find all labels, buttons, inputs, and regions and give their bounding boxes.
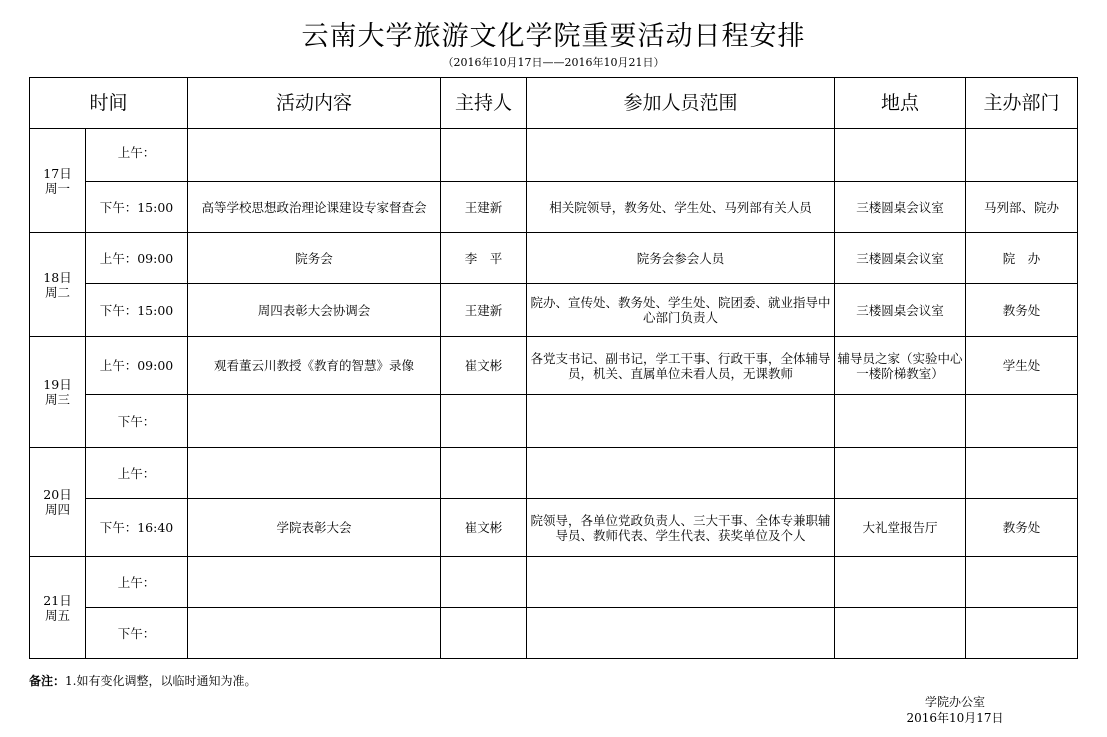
- participants-cell: 相关院领导，教务处、学生处、马列部有关人员: [527, 182, 835, 233]
- host-cell: 崔文彬: [441, 499, 527, 557]
- day-cell: [30, 557, 86, 659]
- time-cell: 上午：: [86, 129, 188, 182]
- participants-cell: 各党支书记、副书记，学工干事、行政干事，全体辅导员，机关、直属单位未看人员，无课教师: [527, 337, 835, 395]
- location-cell: [835, 129, 966, 182]
- table-row: [30, 233, 1078, 284]
- host-cell: 王建新: [441, 284, 527, 337]
- time-cell: 上午：09:00: [86, 337, 188, 395]
- organizer-cell: 学生处: [966, 337, 1078, 395]
- location-cell: 三楼圆桌会议室: [835, 284, 966, 337]
- content-cell: 学院表彰大会: [188, 499, 441, 557]
- participants-cell: 院办、宣传处、教务处、学生处、院团委、就业指导中心部门负责人: [527, 284, 835, 337]
- table-row: [30, 448, 1078, 499]
- remarks-text: 1.如有变化调整，以临时通知为准。: [65, 674, 257, 688]
- organizer-cell: [966, 448, 1078, 499]
- host-cell: 王建新: [441, 182, 527, 233]
- organizer-cell: [966, 608, 1078, 659]
- day-date: 18日: [43, 269, 72, 285]
- day-date: 19日: [43, 377, 72, 392]
- content-cell: 周四表彰大会协调会: [188, 284, 441, 337]
- content-cell: [188, 448, 441, 499]
- signature-date: 2016年10月17日: [906, 711, 1004, 725]
- location-cell: [835, 557, 966, 608]
- content-cell: [188, 557, 441, 608]
- day-weekday: 周五: [44, 607, 70, 623]
- time-cell: 上午：: [86, 448, 188, 499]
- day-weekday: 周二: [44, 284, 70, 300]
- time-cell: 下午：15:00: [86, 182, 188, 233]
- header-row: [30, 78, 1078, 129]
- time-cell: 下午：: [86, 608, 188, 659]
- participants-cell: [527, 557, 835, 608]
- participants-cell: [527, 129, 835, 182]
- time-cell: 上午：09:00: [86, 233, 188, 284]
- participants-cell: 院领导，各单位党政负责人、三大干事、全体专兼职辅导员、教师代表、学生代表、获奖单位及个人: [527, 499, 835, 557]
- page-title: 云南大学旅游文化学院重要活动日程安排: [301, 21, 806, 52]
- participants-cell: [527, 608, 835, 659]
- signature-block: [880, 694, 1030, 726]
- day-weekday: 周一: [44, 180, 70, 196]
- organizer-cell: 马列部、院办: [966, 182, 1078, 233]
- header-participants: 参加人员范围: [527, 78, 835, 129]
- day-weekday: 周四: [44, 502, 70, 517]
- content-cell: 院务会: [188, 233, 441, 284]
- participants-cell: [527, 395, 835, 448]
- day-cell: [30, 233, 86, 337]
- content-cell: 高等学校思想政治理论课建设专家督查会: [188, 182, 441, 233]
- table-row: [30, 182, 1078, 233]
- host-cell: 崔文彬: [441, 337, 527, 395]
- organizer-cell: [966, 395, 1078, 448]
- table-row: [30, 557, 1078, 608]
- location-cell: [835, 395, 966, 448]
- day-date: 17日: [43, 165, 72, 181]
- table-row: [30, 499, 1078, 557]
- header-time: 时间: [30, 78, 188, 129]
- table-row: [30, 129, 1078, 182]
- content-cell: [188, 395, 441, 448]
- organizer-cell: [966, 557, 1078, 608]
- time-cell: 下午：: [86, 395, 188, 448]
- host-cell: [441, 129, 527, 182]
- header-location: 地点: [835, 78, 966, 129]
- date-range: （2016年10月17日——2016年10月21日）: [442, 56, 665, 69]
- table-row: [30, 284, 1078, 337]
- host-cell: [441, 557, 527, 608]
- remarks-label: 备注：: [29, 674, 66, 688]
- day-weekday: 周三: [44, 392, 70, 407]
- time-cell: 下午：15:00: [86, 284, 188, 337]
- day-date: 21日: [43, 592, 72, 608]
- header-content: 活动内容: [188, 78, 441, 129]
- participants-cell: 院务会参会人员: [527, 233, 835, 284]
- location-cell: [835, 448, 966, 499]
- host-cell: 李 平: [441, 233, 527, 284]
- organizer-cell: 教务处: [966, 499, 1078, 557]
- day-date: 20日: [43, 487, 72, 502]
- participants-cell: [527, 448, 835, 499]
- organizer-cell: [966, 129, 1078, 182]
- day-cell: [30, 337, 86, 448]
- header-host: 主持人: [441, 78, 527, 129]
- day-cell: [30, 448, 86, 557]
- content-cell: [188, 129, 441, 182]
- organizer-cell: 教务处: [966, 284, 1078, 337]
- time-cell: 下午：16:40: [86, 499, 188, 557]
- content-cell: 观看董云川教授《教育的智慧》录像: [188, 337, 441, 395]
- location-cell: 三楼圆桌会议室: [835, 233, 966, 284]
- signature-office: 学院办公室: [924, 695, 985, 709]
- host-cell: [441, 395, 527, 448]
- location-cell: [835, 608, 966, 659]
- location-cell: 大礼堂报告厅: [835, 499, 966, 557]
- table-row: [30, 395, 1078, 448]
- content-cell: [188, 608, 441, 659]
- schedule-table: [29, 77, 1078, 659]
- host-cell: [441, 608, 527, 659]
- table-row: [30, 337, 1078, 395]
- table-row: [30, 608, 1078, 659]
- header-organizer: 主办部门: [966, 78, 1078, 129]
- remarks: [29, 672, 256, 689]
- organizer-cell: 院 办: [966, 233, 1078, 284]
- location-cell: 辅导员之家（实验中心一楼阶梯教室）: [835, 337, 966, 395]
- day-cell: [30, 129, 86, 233]
- time-cell: 上午：: [86, 557, 188, 608]
- host-cell: [441, 448, 527, 499]
- location-cell: 三楼圆桌会议室: [835, 182, 966, 233]
